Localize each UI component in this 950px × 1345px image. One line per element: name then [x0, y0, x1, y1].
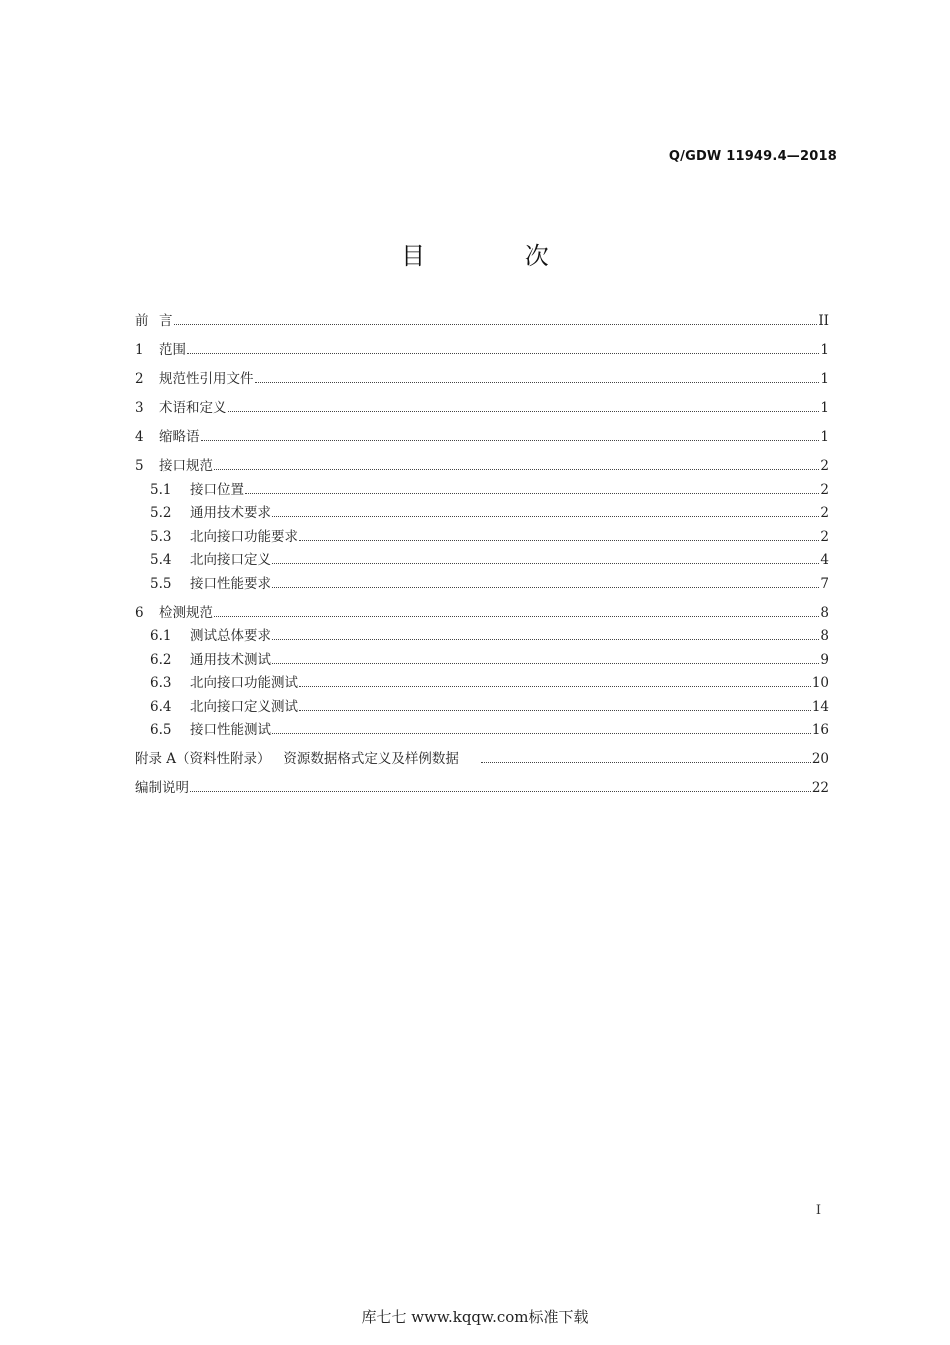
toc-dot-leader	[187, 352, 819, 354]
toc-entry[interactable]	[135, 426, 829, 448]
toc-entry-number: 4	[135, 429, 144, 445]
toc-dot-leader	[214, 468, 819, 470]
toc-entry-number: 6.3	[150, 675, 172, 691]
toc-entry-number: 6.4	[150, 698, 172, 715]
toc-dot-leader	[299, 685, 811, 687]
toc-entry-page: 8	[820, 628, 829, 644]
toc-entry-number: 3	[135, 400, 144, 416]
toc-entry-number: 5.5	[150, 575, 172, 592]
page-number: I	[815, 1203, 821, 1218]
toc-entry-number: 5.3	[150, 528, 172, 545]
toc-dot-leader	[272, 638, 819, 640]
toc-entry-number: 6	[135, 604, 144, 621]
toc-entry-label: 检测规范	[159, 604, 213, 621]
toc-entry-number: 5	[135, 458, 144, 474]
toc-entry-label: 接口性能测试	[190, 722, 271, 738]
toc-entry-label: 北向接口功能测试	[190, 675, 298, 691]
toc-dot-leader	[272, 586, 819, 588]
toc-entry-number: 6.1	[150, 628, 172, 644]
table-of-contents	[135, 310, 829, 799]
toc-entry-label: 北向接口定义	[190, 552, 271, 568]
toc-entry-page: 7	[820, 575, 829, 592]
toc-entry-page: 22	[811, 780, 829, 796]
toc-dot-leader	[214, 615, 819, 617]
toc-entry-number: 6.5	[150, 722, 172, 738]
toc-entry[interactable]	[135, 455, 829, 477]
toc-entry[interactable]	[135, 696, 829, 718]
toc-dot-leader	[228, 410, 820, 412]
toc-entry[interactable]	[135, 719, 829, 741]
toc-entry[interactable]	[135, 777, 829, 799]
toc-entry-page: 2	[820, 481, 829, 498]
toc-entry[interactable]	[135, 573, 829, 595]
toc-entry[interactable]	[135, 526, 829, 548]
toc-entry-label: 北向接口定义测试	[190, 698, 298, 715]
toc-dot-leader	[201, 439, 820, 441]
toc-entry-label: 测试总体要求	[190, 628, 271, 644]
toc-entry-label: 编制说明	[135, 780, 189, 796]
toc-dot-leader	[272, 732, 811, 734]
toc-entry-label: 通用技术测试	[190, 651, 271, 668]
toc-entry-label: 接口位置	[190, 481, 244, 498]
toc-entry-page: 1	[820, 371, 829, 387]
toc-entry[interactable]	[135, 748, 829, 770]
toc-entry-number: 2	[135, 371, 144, 387]
toc-entry-page: 9	[820, 651, 829, 668]
toc-entry-number: 5.1	[150, 481, 172, 498]
toc-entry-label: 接口规范	[159, 458, 213, 474]
toc-entry-number: 1	[135, 342, 144, 358]
toc-entry-page: 4	[820, 552, 829, 568]
toc-dot-leader	[174, 323, 818, 325]
toc-entry-label: 接口性能要求	[190, 575, 271, 592]
toc-entry[interactable]	[135, 672, 829, 694]
toc-title: 目 次	[401, 242, 595, 270]
toc-entry-label: 术语和定义	[159, 400, 227, 416]
toc-dot-leader	[245, 492, 819, 494]
toc-entry-page: 20	[811, 751, 829, 767]
footer-watermark: 库七七 www.kqqw.com标准下载	[361, 1308, 589, 1326]
toc-entry-page: 8	[820, 604, 829, 621]
toc-entry-page: 2	[820, 458, 829, 474]
toc-entry-number: 5.4	[150, 552, 172, 568]
toc-dot-leader	[272, 515, 819, 517]
toc-entry-number: 5.2	[150, 505, 172, 521]
toc-entry-page: 1	[820, 429, 829, 445]
toc-entry[interactable]	[135, 502, 829, 524]
toc-entry-label: 缩略语	[159, 429, 200, 445]
toc-entry[interactable]	[135, 649, 829, 671]
toc-entry[interactable]	[135, 368, 829, 390]
toc-entry-page: 2	[820, 528, 829, 545]
toc-entry-label: 规范性引用文件	[159, 371, 254, 387]
toc-entry-number: 前	[135, 313, 149, 329]
toc-entry-page: 1	[820, 400, 829, 416]
toc-dot-leader	[272, 562, 819, 564]
toc-dot-leader	[255, 381, 820, 383]
toc-dot-leader	[299, 709, 811, 711]
toc-entry-number: 6.2	[150, 651, 172, 668]
toc-dot-leader	[190, 790, 811, 792]
toc-entry[interactable]	[135, 397, 829, 419]
toc-entry[interactable]	[135, 339, 829, 361]
toc-entry-page: 14	[811, 698, 829, 715]
toc-entry[interactable]	[135, 549, 829, 571]
toc-dot-leader	[272, 662, 819, 664]
toc-entry-label: 言	[159, 313, 173, 329]
toc-entry[interactable]	[135, 310, 829, 332]
toc-entry-page: II	[818, 313, 829, 329]
toc-entry[interactable]	[135, 479, 829, 501]
toc-entry-page: 2	[820, 505, 829, 521]
toc-entry-page: 10	[811, 675, 829, 691]
toc-entry[interactable]	[135, 625, 829, 647]
toc-entry-page: 1	[820, 342, 829, 358]
toc-dot-leader	[481, 761, 810, 763]
toc-entry-label: 附录 A（资料性附录） 资源数据格式定义及样例数据	[135, 751, 481, 767]
toc-dot-leader	[299, 539, 819, 541]
toc-entry-page: 16	[811, 722, 829, 738]
toc-entry-label: 范围	[159, 342, 186, 358]
toc-entry-label: 北向接口功能要求	[190, 528, 298, 545]
standard-code: Q/GDW 11949.4—2018	[668, 149, 837, 164]
toc-entry-label: 通用技术要求	[190, 505, 271, 521]
toc-entry[interactable]	[135, 602, 829, 624]
